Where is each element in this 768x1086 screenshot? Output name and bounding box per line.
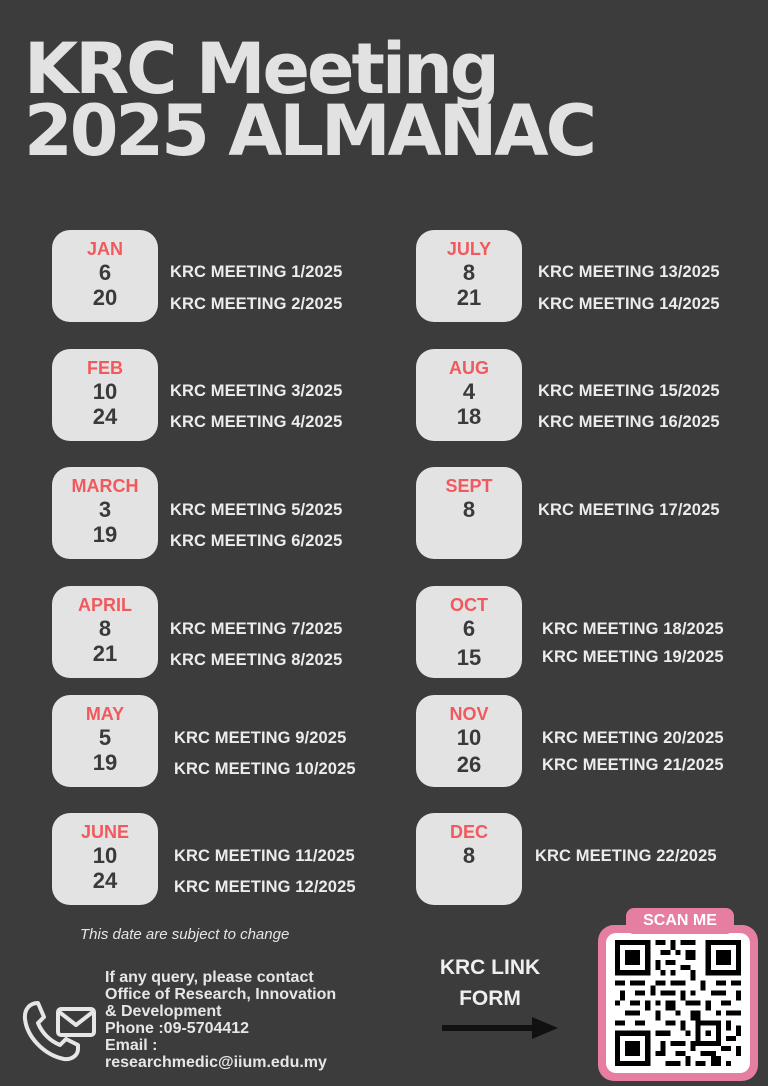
meeting-label: KRC MEETING 16/2025 [538, 413, 720, 431]
month-name: DEC [449, 822, 488, 842]
month-name: JUNE [80, 822, 129, 842]
page-title [24, 28, 594, 172]
meeting-date: 8 [462, 843, 476, 868]
scan-me-label: SCAN ME [626, 908, 734, 934]
contact-line: Email : [105, 1037, 158, 1054]
meeting-date: 18 [456, 404, 482, 429]
link-line-2: FORM [459, 987, 521, 1010]
meeting-date: 24 [92, 404, 118, 429]
month-name: OCT [450, 595, 488, 615]
meeting-label: KRC MEETING 9/2025 [174, 729, 347, 747]
link-line-1: KRC LINK [439, 956, 541, 979]
meeting-date: 24 [92, 868, 118, 893]
meeting-date: 8 [462, 260, 476, 285]
month-box-dec [416, 813, 522, 905]
meeting-date: 21 [456, 285, 482, 310]
meeting-label: KRC MEETING 21/2025 [542, 756, 724, 774]
meeting-date: 15 [456, 645, 482, 670]
meeting-label: KRC MEETING 10/2025 [174, 760, 356, 778]
month-box-july [416, 230, 522, 322]
meeting-date: 10 [456, 725, 482, 750]
month-name: JAN [86, 239, 123, 259]
month-name: MAY [85, 704, 125, 724]
month-box-feb [52, 349, 158, 441]
meeting-date: 4 [462, 379, 476, 404]
month-name: NOV [449, 704, 489, 724]
meeting-label: KRC MEETING 13/2025 [538, 263, 720, 281]
meeting-label: KRC MEETING 15/2025 [538, 382, 720, 400]
contact-info [105, 969, 405, 1071]
month-box-march [52, 467, 158, 559]
meeting-date: 8 [98, 616, 112, 641]
meeting-label: KRC MEETING 4/2025 [170, 413, 343, 431]
meeting-label: KRC MEETING 14/2025 [538, 295, 720, 313]
contact-phone: Phone :09-5704412 [105, 1020, 250, 1037]
title-line-2: 2025 ALMANAC [24, 90, 594, 172]
month-box-june [52, 813, 158, 905]
qr-code-icon[interactable] [615, 940, 741, 1066]
qr-code-frame[interactable] [598, 925, 758, 1081]
meeting-date: 6 [98, 260, 112, 285]
phone-envelope-icon [18, 995, 98, 1065]
meeting-date: 10 [92, 379, 118, 404]
meeting-date: 19 [92, 750, 118, 775]
meeting-label: KRC MEETING 11/2025 [174, 847, 355, 865]
contact-email[interactable]: researchmedic@iium.edu.my [105, 1054, 327, 1071]
meeting-date: 26 [456, 752, 482, 777]
meeting-date: 8 [462, 497, 476, 522]
meeting-date: 5 [98, 725, 112, 750]
meeting-label: KRC MEETING 12/2025 [174, 878, 356, 896]
meeting-label: KRC MEETING 6/2025 [170, 532, 343, 550]
meeting-label: KRC MEETING 2/2025 [170, 295, 343, 313]
meeting-label: KRC MEETING 20/2025 [542, 729, 724, 747]
contact-line: If any query, please contact [105, 969, 314, 986]
meeting-label: KRC MEETING 1/2025 [170, 263, 343, 281]
meeting-date: 19 [92, 522, 118, 547]
meeting-label: KRC MEETING 3/2025 [170, 382, 343, 400]
disclaimer-note: This date are subject to change [80, 926, 290, 943]
meeting-label: KRC MEETING 7/2025 [170, 620, 343, 638]
month-box-may [52, 695, 158, 787]
contact-line: & Development [105, 1003, 222, 1020]
meeting-label: KRC MEETING 17/2025 [538, 501, 720, 519]
krc-link-form-label [420, 952, 560, 1014]
title-line-1: KRC Meeting [24, 28, 497, 110]
arrow-right-icon [440, 1015, 560, 1041]
meeting-date: 21 [92, 641, 118, 666]
month-name: SEPT [445, 476, 493, 496]
meeting-label: KRC MEETING 18/2025 [542, 620, 724, 638]
month-box-nov [416, 695, 522, 787]
meeting-label: KRC MEETING 19/2025 [542, 648, 724, 666]
month-name: AUG [449, 358, 489, 378]
meeting-date: 3 [98, 497, 112, 522]
meeting-date: 20 [92, 285, 118, 310]
meeting-date: 10 [92, 843, 118, 868]
meeting-label: KRC MEETING 22/2025 [535, 847, 717, 865]
month-name: MARCH [71, 476, 139, 496]
meeting-label: KRC MEETING 5/2025 [170, 501, 343, 519]
meeting-label: KRC MEETING 8/2025 [170, 651, 343, 669]
month-box-aug [416, 349, 522, 441]
month-box-april [52, 586, 158, 678]
month-box-jan [52, 230, 158, 322]
month-box-oct [416, 586, 522, 678]
month-name: FEB [87, 358, 123, 378]
month-box-sept [416, 467, 522, 559]
meeting-date: 6 [462, 616, 476, 641]
month-name: APRIL [78, 595, 132, 615]
contact-line: Office of Research, Innovation [105, 986, 337, 1003]
month-name: JULY [446, 239, 492, 259]
